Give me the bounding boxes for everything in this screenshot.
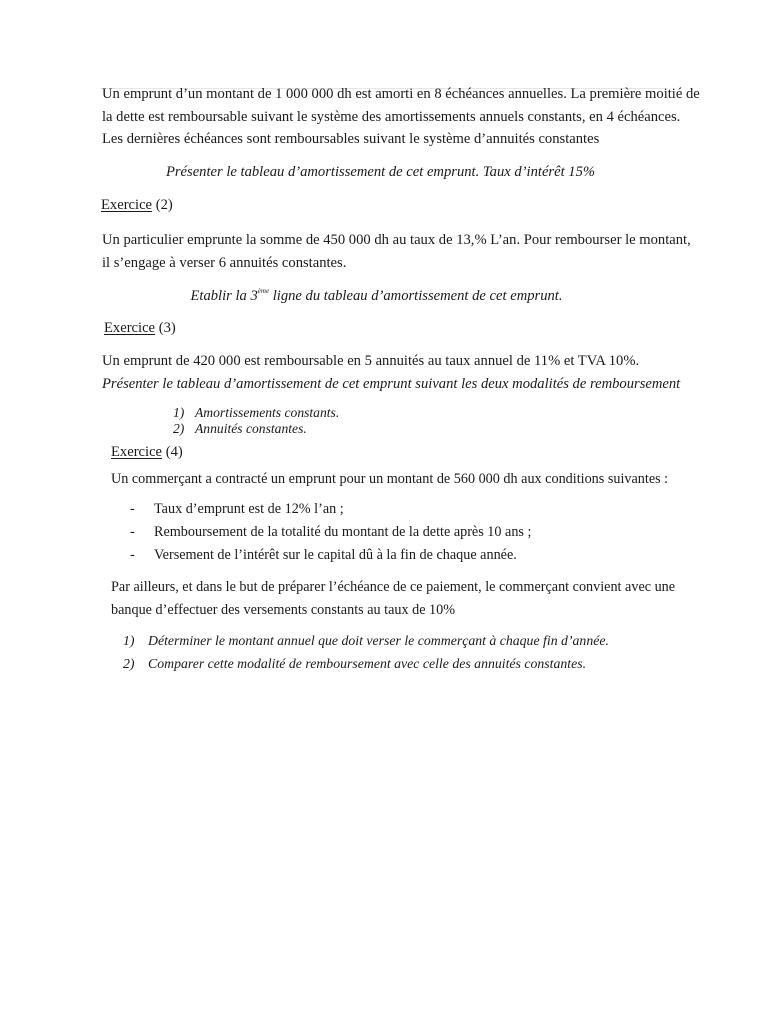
intro-line-3: Les dernières échéances sont remboursables suivant le système d’annuités constantes [102, 131, 600, 147]
exercise-2-line-2: il s’engage à verser 6 annuités constantes. [102, 255, 347, 271]
exercise-3-task: Présenter le tableau d’amortissement de cet emprunt suivant les deux modalités de remboursement [102, 376, 681, 392]
exercise-2-heading-number: (2) [155, 197, 173, 213]
exercise-3-statement: Un emprunt de 420 000 est remboursable en 5 annuités au taux annuel de 11% et TVA 10%. [102, 353, 640, 369]
exercise-2-heading-word: Exercice [101, 197, 153, 213]
exercise-4-question-1 [123, 631, 609, 651]
exercise-4-condition-1-text: Taux d’emprunt est de 12% l’an ; [154, 501, 344, 517]
exercise-4-paragraph-line-1: Par ailleurs, et dans le but de préparer l’échéance de ce paiement, le commerçant convient avec une [111, 579, 676, 595]
exercise-4-condition-3-text: Versement de l’intérêt sur le capital dû à la fin de chaque année. [154, 547, 517, 563]
exercise-2-task [94, 285, 659, 307]
exercise-3-heading-word: Exercice [104, 320, 156, 336]
exercise-4-question-1-text: Déterminer le montant annuel que doit verser le commerçant à chaque fin d’année. [148, 633, 609, 648]
exercise-2-task-start: Etablir la 3 [190, 288, 258, 304]
exercise-4-statement: Un commerçant a contracté un emprunt pour un montant de 560 000 dh aux conditions suivantes : [111, 471, 669, 487]
exercise-3-heading [104, 318, 176, 338]
intro-line-1: Un emprunt d’un montant de 1 000 000 dh est amorti en 8 échéances annuelles. La première moitié de [102, 86, 700, 102]
exercise-4-question-1-number: 1) [123, 633, 135, 648]
exercise-4-heading-number: (4) [165, 444, 183, 460]
exercise-2-task-superscript: ème [257, 287, 270, 295]
exercise-3-item-1-number: 1) [173, 405, 185, 420]
exercise-3-item-2 [173, 421, 307, 437]
exercise-4-condition-1 [130, 499, 344, 519]
exercise-4-condition-2 [130, 522, 531, 542]
exercise-3-item-1-text: Amortissements constants. [195, 405, 340, 420]
exercise-4-heading-word: Exercice [111, 444, 163, 460]
intro-line-2: la dette est remboursable suivant le système des amortissements annuels constants, en 4 échéances. [102, 109, 681, 125]
exercise-2-task-end: ligne du tableau d’amortissement de cet emprunt. [269, 288, 563, 304]
exercise-3-item-1 [173, 405, 339, 421]
exercise-4-condition-1-dash: - [130, 501, 135, 517]
exercise-3-heading-number: (3) [158, 320, 176, 336]
exercise-3-item-2-text: Annuités constantes. [195, 421, 307, 436]
exercise-4-question-2-number: 2) [123, 656, 135, 671]
exercise-2-line-1: Un particulier emprunte la somme de 450 000 dh au taux de 13,% L’an. Pour rembourser le montant, [102, 232, 691, 248]
exercise-4-condition-3 [130, 545, 517, 565]
exercise-4-condition-2-text: Remboursement de la totalité du montant de la dette après 10 ans ; [154, 524, 532, 540]
intro-task: Présenter le tableau d’amortissement de cet emprunt. Taux d’intérêt 15% [165, 164, 596, 180]
exercise-4-condition-2-dash: - [130, 524, 135, 540]
exercise-2-heading [101, 195, 173, 215]
exercise-4-question-2-text: Comparer cette modalité de remboursement avec celle des annuités constantes. [148, 656, 587, 671]
exercise-4-paragraph-line-2: banque d’effectuer des versements constants au taux de 10% [111, 602, 456, 618]
exercise-4-condition-3-dash: - [130, 547, 135, 563]
exercise-4-question-2 [123, 654, 586, 674]
exercise-4-heading [111, 442, 183, 462]
exercise-3-item-2-number: 2) [173, 421, 185, 436]
